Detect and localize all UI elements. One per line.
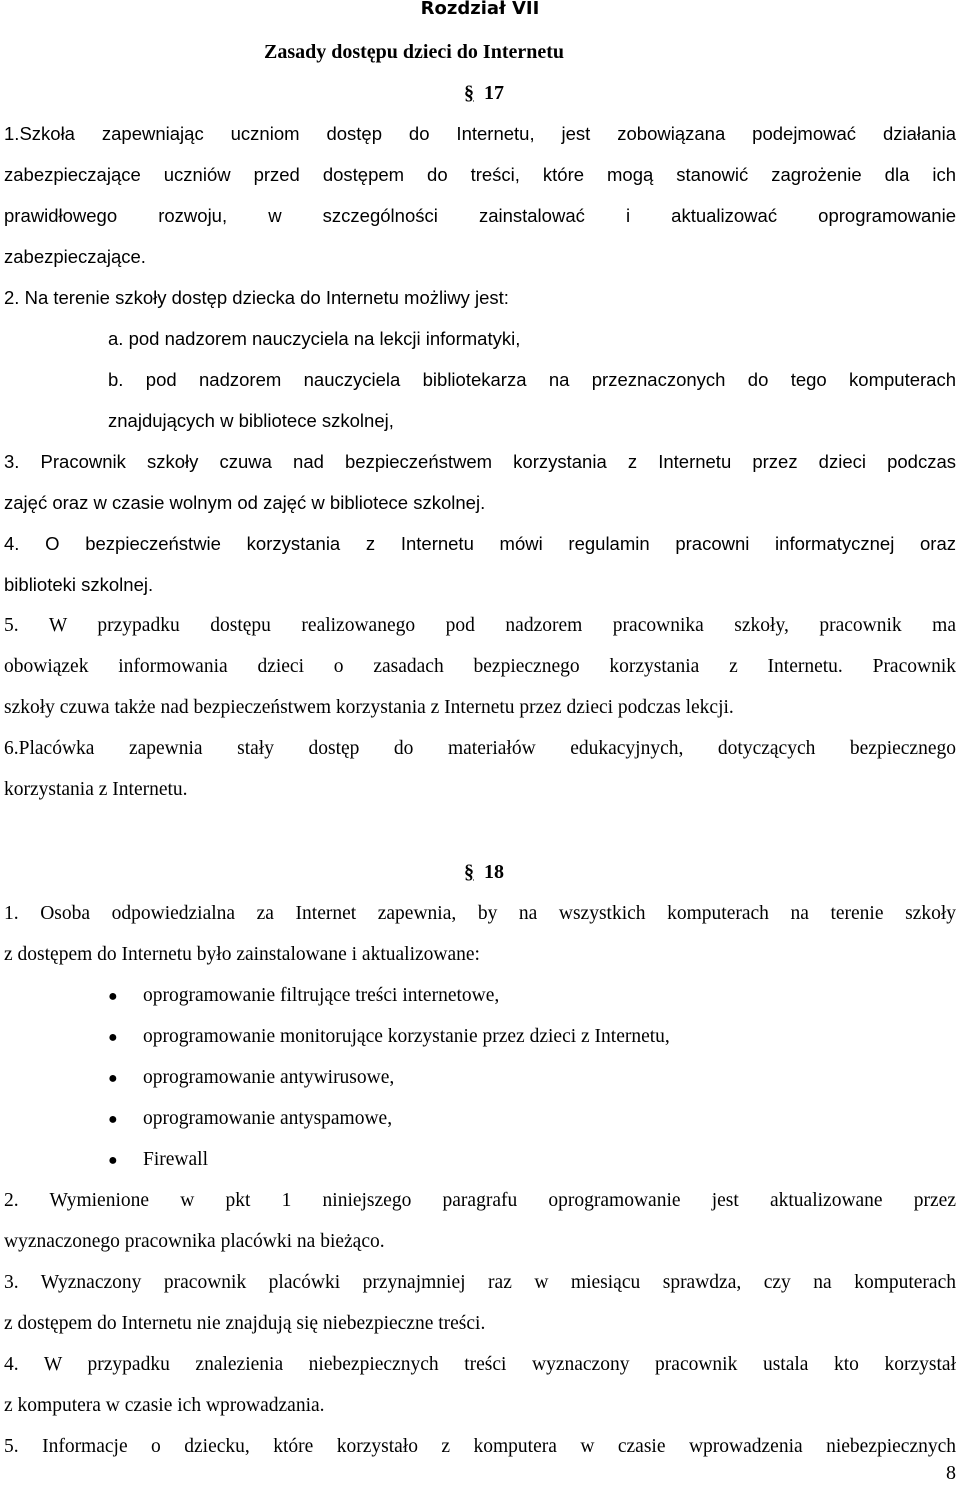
paragraph-text: O bezpieczeństwie korzystania z Internetu mówi regulamin pracowni informatycznej oraz bbox=[45, 533, 957, 554]
paragraph-17-3-line-1 bbox=[4, 450, 956, 474]
subitem-a bbox=[108, 327, 956, 351]
bullet-glyph: ● bbox=[108, 1111, 118, 1128]
paragraph-text: W przypadku dostępu realizowanego pod nadzorem pracownika szkoły, pracownik ma bbox=[48, 615, 957, 636]
bullet-glyph: ● bbox=[108, 1152, 118, 1169]
paragraph-18-2-line-1 bbox=[4, 1189, 956, 1213]
paragraph-text: Szkoła zapewniając uczniom dostęp do Internetu, jest zobowiązana podejmować działania bbox=[19, 123, 956, 144]
subitem-text: pod nadzorem nauczyciela bibliotekarza na przeznaczonych do tego komputerach bbox=[145, 369, 957, 390]
subitem-b-line-2: znajdujących w bibliotece szkolnej, bbox=[108, 410, 394, 431]
paragraph-17-1-line-4: zabezpieczające. bbox=[4, 246, 146, 267]
paragraph-number: 3. bbox=[4, 1272, 19, 1293]
paragraph-number: 4. bbox=[4, 1354, 19, 1375]
bullet-item: oprogramowanie antywirusowe, bbox=[143, 1067, 395, 1088]
paragraph-17-1-line-1 bbox=[4, 122, 956, 146]
paragraph-17-1-line-3: prawidłowego rozwoju, w szczególności zainstalować i aktualizować oprogramowanie bbox=[4, 205, 956, 226]
paragraph-number: 2. bbox=[4, 1190, 19, 1211]
bullet-item: oprogramowanie filtrujące treści internetowe, bbox=[143, 985, 500, 1006]
section-number: 18 bbox=[484, 861, 504, 883]
section-heading-17 bbox=[464, 82, 504, 105]
paragraph-18-1-line-1 bbox=[4, 902, 956, 926]
paragraph-number: 4. bbox=[4, 533, 20, 554]
bullet-item: oprogramowanie antyspamowe, bbox=[143, 1108, 393, 1129]
subitem-letter: a. bbox=[108, 328, 124, 349]
bullet-item: oprogramowanie monitorujące korzystanie przez dzieci z Internetu, bbox=[143, 1026, 670, 1047]
paragraph-18-3-line-2: z dostępem do Internetu nie znajdują się niebezpieczne treści. bbox=[4, 1313, 486, 1334]
bullet-item: Firewall bbox=[143, 1149, 208, 1170]
paragraph-text: Pracownik szkoły czuwa nad bezpieczeństwem korzystania z Internetu przez dzieci podczas bbox=[40, 451, 956, 472]
paragraph-number: 3. bbox=[4, 451, 20, 472]
paragraph-18-1-line-2: z dostępem do Internetu było zainstalowane i aktualizowane: bbox=[4, 944, 480, 965]
paragraph-18-3-line-1 bbox=[4, 1271, 956, 1295]
paragraph-number: 5. bbox=[4, 615, 19, 636]
chapter-subtitle: Zasady dostępu dzieci do Internetu bbox=[263, 41, 565, 63]
section-mark: § bbox=[464, 861, 474, 883]
page-number: 8 bbox=[946, 1462, 956, 1484]
paragraph-17-5-line-3: szkoły czuwa także nad bezpieczeństwem korzystania z Internetu przez dzieci podczas lekcji. bbox=[4, 697, 734, 718]
bullet-glyph: ● bbox=[108, 1070, 118, 1087]
paragraph-18-5-line-1 bbox=[4, 1435, 956, 1459]
section-heading-18 bbox=[464, 861, 504, 884]
subitem-letter: b. bbox=[108, 369, 124, 390]
chapter-title: Rozdział VII bbox=[420, 0, 540, 19]
document-page bbox=[4, 0, 956, 1493]
paragraph-text: Na terenie szkoły dostęp dziecka do Internetu możliwy jest: bbox=[24, 287, 509, 308]
paragraph-17-2-line-1 bbox=[4, 286, 956, 310]
subitem-text: pod nadzorem nauczyciela na lekcji informatyki, bbox=[128, 328, 521, 349]
paragraph-17-5-line-1 bbox=[4, 614, 956, 638]
paragraph-17-6-line-1 bbox=[4, 737, 956, 761]
paragraph-18-2-line-2: wyznaczonego pracownika placówki na bieżąco. bbox=[4, 1231, 385, 1252]
subitem-b-line-1 bbox=[108, 368, 956, 392]
paragraph-number: 6. bbox=[4, 738, 19, 759]
paragraph-text: Osoba odpowiedzialna za Internet zapewnia, by na wszystkich komputerach na terenie szkoły bbox=[40, 903, 956, 924]
section-mark: § bbox=[464, 82, 474, 104]
paragraph-number: 1. bbox=[4, 123, 20, 144]
paragraph-text: Wymienione w pkt 1 niniejszego paragrafu oprogramowanie jest aktualizowane przez bbox=[49, 1190, 956, 1211]
paragraph-18-4-line-2: z komputera w czasie ich wprowadzania. bbox=[4, 1395, 325, 1416]
paragraph-text: Informacje o dziecku, które korzystało z komputera w czasie wprowadzenia niebezpiecznych bbox=[42, 1436, 957, 1457]
paragraph-number: 1. bbox=[4, 903, 19, 924]
paragraph-17-3-line-2: zajęć oraz w czasie wolnym od zajęć w bibliotece szkolnej. bbox=[4, 492, 486, 513]
paragraph-text: Wyznaczony pracownik placówki przynajmniej raz w miesiącu sprawdza, czy na komputerach bbox=[40, 1272, 956, 1293]
paragraph-text: W przypadku znalezienia niebezpiecznych treści wyznaczony pracownik ustala kto korzystał bbox=[43, 1354, 957, 1375]
paragraph-17-6-line-2: korzystania z Internetu. bbox=[4, 779, 188, 800]
paragraph-18-4-line-1 bbox=[4, 1353, 956, 1377]
paragraph-number: 5. bbox=[4, 1436, 19, 1457]
paragraph-17-1-line-2: zabezpieczające uczniów przed dostępem do treści, które mogą stanowić zagrożenie dla ich bbox=[4, 164, 956, 185]
paragraph-17-4-line-2: biblioteki szkolnej. bbox=[4, 574, 154, 595]
paragraph-17-5-line-2: obowiązek informowania dzieci o zasadach bezpiecznego korzystania z Internetu. Pracownik bbox=[4, 656, 956, 677]
paragraph-17-4-line-1 bbox=[4, 532, 956, 556]
section-number: 17 bbox=[484, 82, 504, 104]
bullet-glyph: ● bbox=[108, 988, 118, 1005]
paragraph-text: Placówka zapewnia stały dostęp do materiałów edukacyjnych, dotyczących bezpiecznego bbox=[18, 738, 956, 759]
bullet-glyph: ● bbox=[108, 1029, 118, 1046]
paragraph-number: 2. bbox=[4, 287, 20, 308]
